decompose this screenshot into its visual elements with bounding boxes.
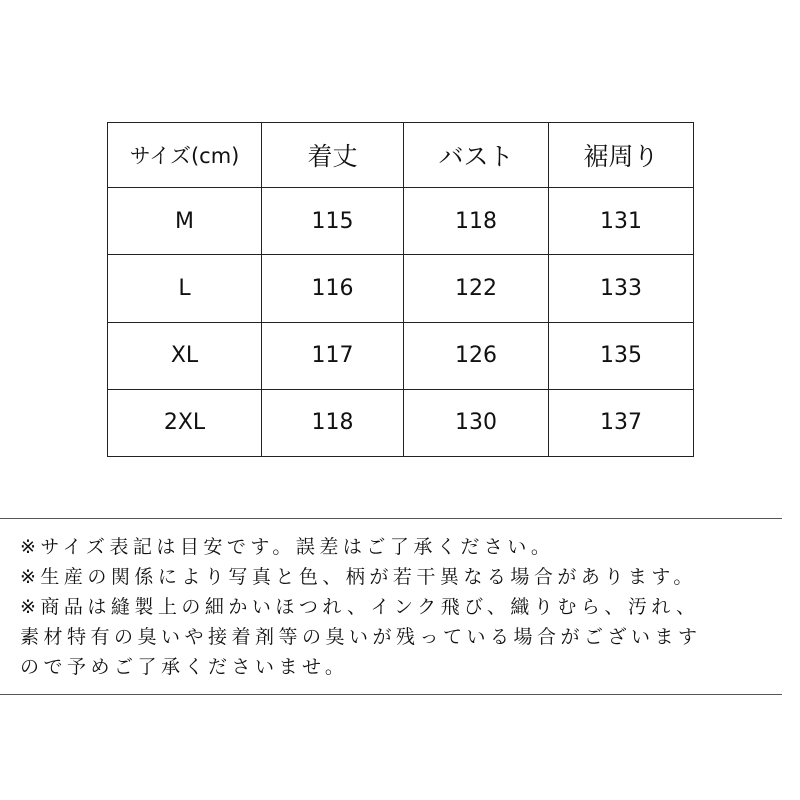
notes-bottom-divider xyxy=(0,694,782,695)
note-line: ※生産の関係により写真と色、柄が若干異なる場合があります。 xyxy=(20,566,697,588)
header-length: 着丈 xyxy=(262,123,404,188)
hem-cell: 133 xyxy=(549,255,694,322)
size-cell: XL xyxy=(108,322,262,389)
bust-cell: 126 xyxy=(404,322,549,389)
bust-cell: 118 xyxy=(404,188,549,255)
bust-cell: 122 xyxy=(404,255,549,322)
length-cell: 118 xyxy=(262,389,404,456)
notes-block xyxy=(20,532,780,682)
length-cell: 116 xyxy=(262,255,404,322)
table-header-row xyxy=(108,123,694,188)
note-line: ので予めご了承くださいませ。 xyxy=(20,656,349,678)
table-row xyxy=(108,255,694,322)
length-cell: 117 xyxy=(262,322,404,389)
header-hem: 裾周り xyxy=(549,123,694,188)
size-chart-table xyxy=(107,122,694,457)
header-bust: バスト xyxy=(404,123,549,188)
size-cell: L xyxy=(108,255,262,322)
table-row xyxy=(108,322,694,389)
bust-cell: 130 xyxy=(404,389,549,456)
hem-cell: 137 xyxy=(549,389,694,456)
notes-top-divider xyxy=(0,518,782,519)
size-cell: M xyxy=(108,188,262,255)
note-line: 素材特有の臭いや接着剤等の臭いが残っている場合がございます xyxy=(20,626,702,648)
size-cell: 2XL xyxy=(108,389,262,456)
hem-cell: 135 xyxy=(549,322,694,389)
table-row xyxy=(108,188,694,255)
header-size: サイズ(cm) xyxy=(108,123,262,188)
note-line: ※商品は縫製上の細かいほつれ、インク飛び、織りむら、汚れ、 xyxy=(20,596,700,618)
note-line: ※サイズ表記は目安です。誤差はご了承ください。 xyxy=(20,536,555,558)
length-cell: 115 xyxy=(262,188,404,255)
table-row xyxy=(108,389,694,456)
hem-cell: 131 xyxy=(549,188,694,255)
